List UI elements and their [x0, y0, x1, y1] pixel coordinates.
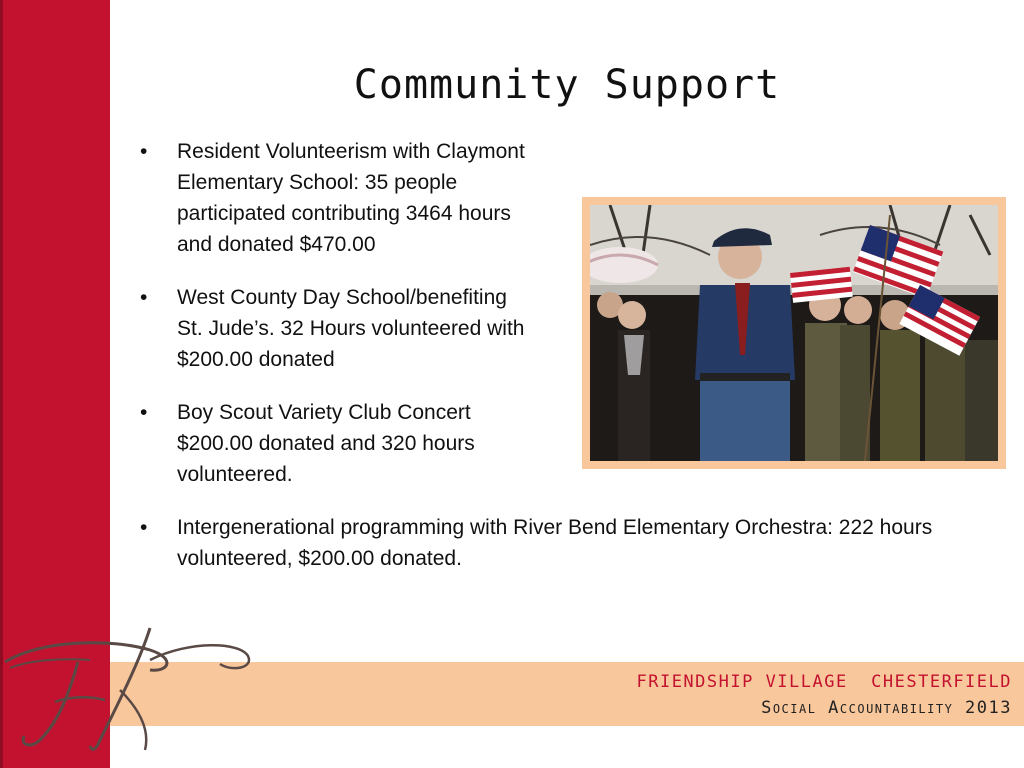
bullet-dot-icon: •: [140, 401, 148, 424]
bullet-text: Resident Volunteerism with Claymont Elementary School: 35 people participated contributing 3464 hours and donated $470.00: [177, 140, 525, 256]
bullet-dot-icon: •: [140, 286, 148, 309]
fv-monogram-logo: [0, 620, 260, 760]
footer-organization-name: FRIENDSHIP VILLAGE CHESTERFIELD: [636, 672, 1012, 692]
bullet-item: [140, 397, 537, 490]
bullet-text: West County Day School/benefiting St. Jude’s. 32 Hours volunteered with $200.00 donated: [177, 286, 525, 371]
bullet-item: [140, 136, 537, 260]
footer-report-title: Social Accountability 2013: [761, 698, 1012, 718]
photo-frame: [582, 197, 1006, 469]
bullet-dot-icon: •: [140, 140, 148, 163]
logo-monogram-text: FV: [0, 620, 2, 621]
slide-title: Community Support: [353, 62, 781, 108]
scouts-with-flags-photo: [590, 205, 998, 461]
bullet-text: Intergenerational programming with River Bend Elementary Orchestra: 222 hours volunteered, $200.00 donated.: [177, 516, 933, 570]
bullet-item: [140, 512, 967, 574]
bullet-dot-icon: •: [140, 516, 148, 539]
bullet-text: Boy Scout Variety Club Concert $200.00 donated and 320 hours volunteered.: [177, 401, 475, 486]
bullet-item: [140, 282, 537, 375]
